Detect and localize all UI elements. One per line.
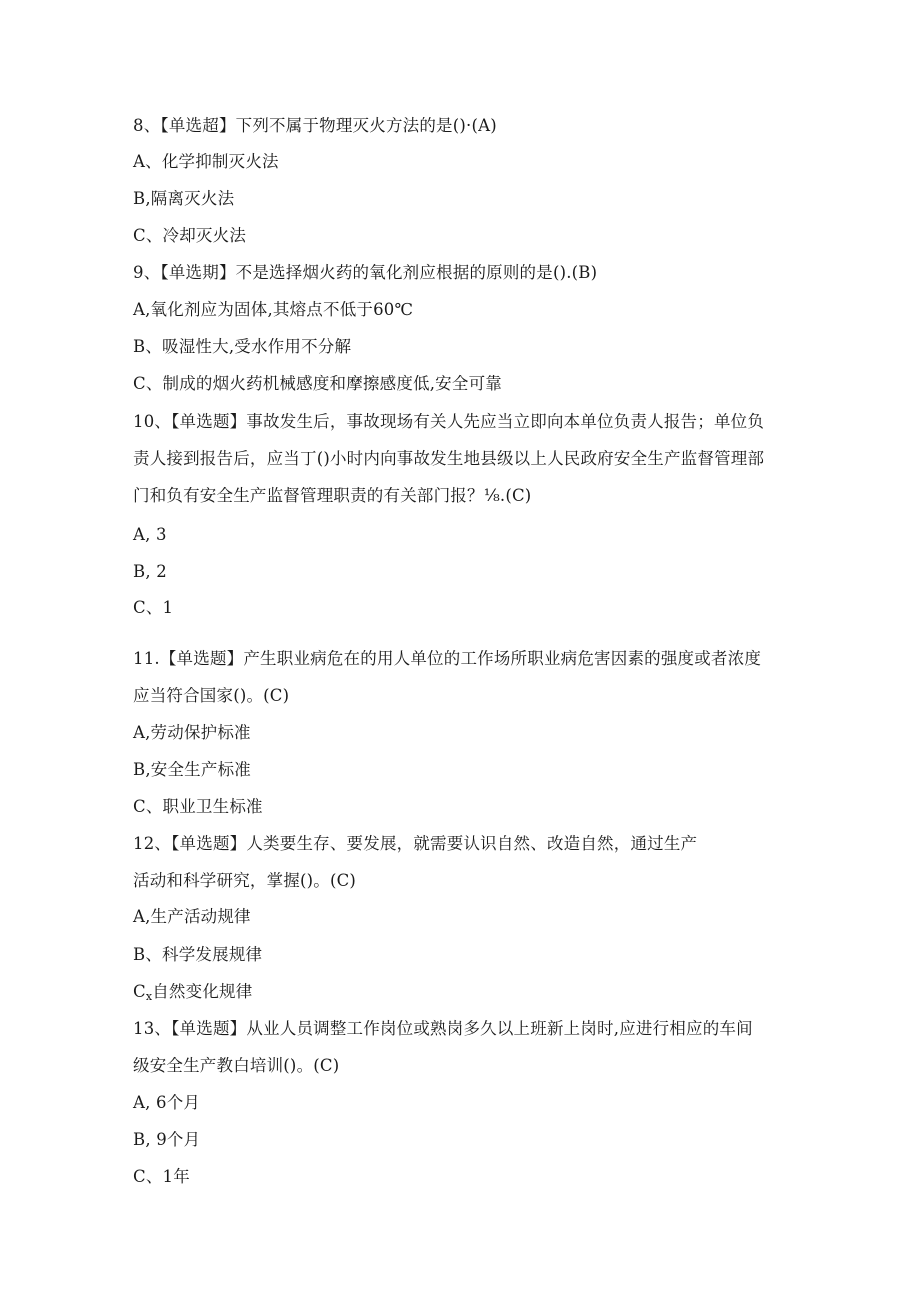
question-9-option-c: C、制成的烟火药机械感度和摩擦感度低,安全可靠 (133, 374, 502, 393)
question-10-stem-line-2: 责人接到报告后，应当丁()小时内向事故发生地县级以上人民政府安全生产监督管理部 (133, 449, 765, 468)
question-13-option-b: B, 9个月 (133, 1130, 201, 1149)
question-8-option-c: C、冷却灭火法 (133, 226, 247, 245)
question-9-stem: 9、【单选期】不是选择烟火药的氧化剂应根据的原则的是().(B) (133, 263, 598, 282)
question-8-option-b: B,隔离灭火法 (133, 189, 235, 208)
question-13-option-a: A, 6个月 (133, 1093, 201, 1112)
question-8-option-a: A、化学抑制灭火法 (133, 152, 279, 171)
question-8-stem: 8、【单选超】下列不属于物理灭火方法的是()·(A) (133, 116, 497, 135)
question-11-option-c: C、职业卫生标准 (133, 797, 263, 816)
question-12-option-c (133, 981, 252, 1008)
question-13-stem-line-2: 级安全生产教白培训()。(C) (133, 1056, 340, 1075)
question-12-option-c-text: 自然变化规律 (152, 982, 253, 1001)
question-13-stem-line-1: 13、【单选题】从业人员调整工作岗位或熟岗多久以上班新上岗时,应进行相应的车间 (133, 1019, 753, 1038)
question-11-option-a: A,劳动保护标准 (133, 723, 251, 742)
question-10-stem-line-1: 10、【单选题】事故发生后，事故现场有关人先应当立即向本单位负责人报告；单位负 (133, 412, 765, 431)
question-12-option-b: B、科学发展规律 (133, 945, 263, 964)
question-13-option-c: C、1年 (133, 1167, 190, 1186)
question-9-option-a: A,氧化剂应为固体,其熔点不低于60℃ (133, 300, 414, 319)
question-10-stem-line-3: 门和负有安全生产监督管理职责的有关部门报？⅛.(C) (133, 486, 532, 505)
question-10-option-a: A, 3 (133, 525, 167, 544)
question-12-stem-line-1: 12、【单选题】人类要生存、要发展，就需要认识自然、改造自然，通过生产 (133, 834, 698, 853)
question-12-stem-line-2: 活动和科学研究，掌握()。(C) (133, 871, 357, 890)
question-10-option-b: B, 2 (133, 562, 167, 581)
question-11-option-b: B,安全生产标准 (133, 760, 251, 779)
question-11-stem-line-2: 应当符合国家()。(C) (133, 686, 290, 705)
question-11-stem-line-1: 11.【单选题】产生职业病危在的用人单位的工作场所职业病危害因素的强度或者浓度 (133, 649, 762, 668)
question-9-option-b: B、吸湿性大,受水作用不分解 (133, 337, 352, 356)
question-10-option-c: C、1 (133, 598, 174, 617)
question-12-option-c-subscript: x (145, 990, 153, 1003)
question-12-option-c-letter: C (133, 982, 146, 1001)
question-12-option-a: A,生产活动规律 (133, 907, 251, 926)
